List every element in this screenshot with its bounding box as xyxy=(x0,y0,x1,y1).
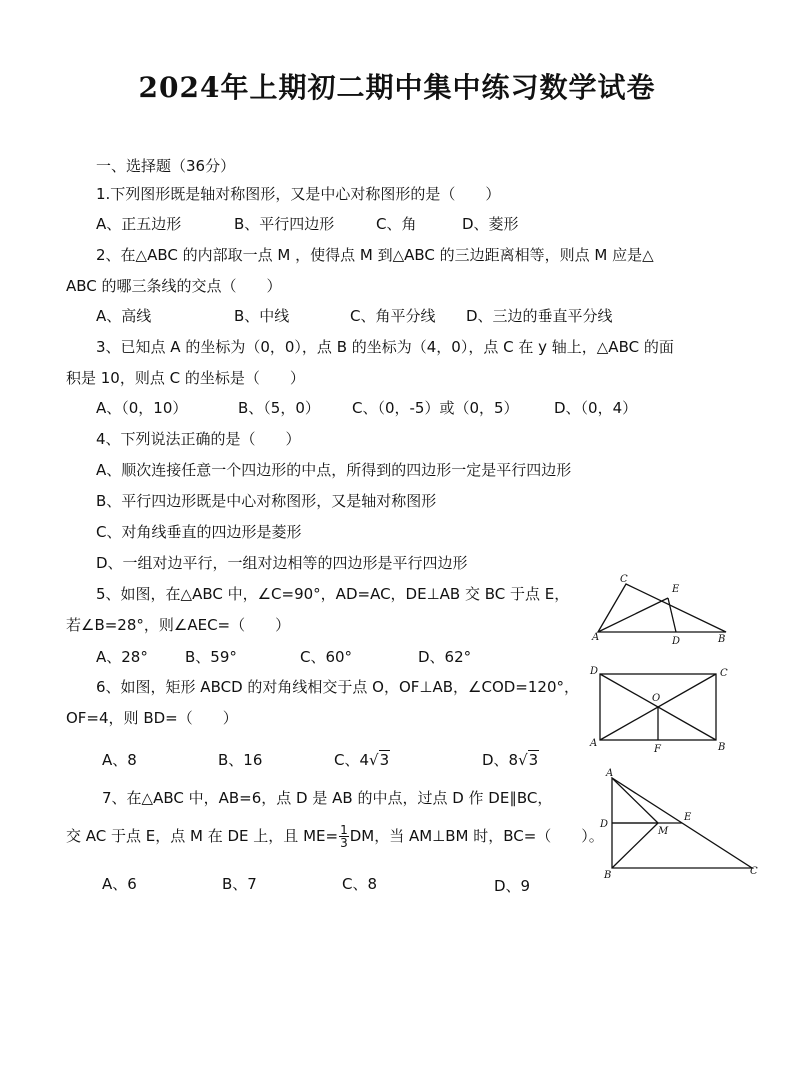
q6-label-c: C xyxy=(720,668,728,679)
q5-label-c: C xyxy=(620,574,628,585)
q4-option-b: B、平行四边形既是中心对称图形，又是轴对称图形 xyxy=(96,492,437,510)
q7-segment-am xyxy=(612,778,658,823)
q5-triangle-figure xyxy=(592,574,732,646)
q7-label-d: D xyxy=(600,819,609,830)
q4-stem: 4、下列说法正确的是（ ） xyxy=(96,430,301,448)
q6-stem-line2: OF=4，则 BD=（ ） xyxy=(66,709,238,727)
q5-stem-line2: 若∠B=28°，则∠AEC=（ ） xyxy=(66,616,291,634)
q6-option-a: A、8 xyxy=(102,751,137,769)
q5-segment-de xyxy=(668,598,676,632)
q7-label-c: C xyxy=(750,866,758,877)
q2-option-c: C、角平分线 xyxy=(350,307,436,325)
q7-label-b: B xyxy=(604,870,612,881)
sqrt-symbol: √3 xyxy=(369,751,390,769)
page-title: 2024年上期初二期中集中练习数学试卷 xyxy=(138,71,656,104)
q5-stem-line1: 5、如图，在△ABC 中，∠C=90°，AD=AC，DE⊥AB 交 BC 于点 E， xyxy=(96,585,570,603)
q6-label-a: A xyxy=(590,738,598,749)
q6-option-c: C、4√3 xyxy=(334,751,390,769)
q3-option-b: B、（5，0） xyxy=(238,399,320,417)
q1-option-d: D、菱形 xyxy=(462,215,519,233)
q6-rectangle-figure xyxy=(590,666,730,754)
q7-option-a: A、6 xyxy=(102,875,137,893)
q6-label-o: O xyxy=(652,693,661,704)
q6-stem-line1: 6、如图，矩形 ABCD 的对角线相交于点 O，OF⊥AB，∠COD=120°， xyxy=(96,678,579,696)
q1-stem: 1.下列图形既是轴对称图形，又是中心对称图形的是（ ） xyxy=(96,185,501,203)
q7-option-d: D、9 xyxy=(494,877,531,895)
q4-option-c: C、对角线垂直的四边形是菱形 xyxy=(96,523,302,541)
q5-label-a: A xyxy=(592,632,600,643)
q2-stem-line2: ABC 的哪三条线的交点（ ） xyxy=(66,277,282,295)
sqrt-symbol: √3 xyxy=(518,751,539,769)
q2-option-d: D、三边的垂直平分线 xyxy=(466,307,613,325)
q2-option-b: B、中线 xyxy=(234,307,290,325)
q7-segment-bm xyxy=(612,823,658,868)
q7-label-m: M xyxy=(658,826,669,837)
q7-stem-line2: 交 AC 于点 E，点 M 在 DE 上，且 ME= $\frac{1}{3}$ DM，当 AM⊥BM 时，BC=（ ）。 xyxy=(66,823,604,850)
q4-option-a: A、顺次连接任意一个四边形的中点，所得到的四边形一定是平行四边形 xyxy=(96,461,572,479)
q2-stem-line1: 2、在△ABC 的内部取一点 M ，使得点 M 到△ABC 的三边距离相等，则点 M 应是△ xyxy=(96,246,654,264)
q5-label-e: E xyxy=(672,584,680,595)
q7-triangle-figure xyxy=(600,770,766,880)
q5-label-b: B xyxy=(718,634,726,645)
q7-option-b: B、7 xyxy=(222,875,257,893)
q7-label-a: A xyxy=(606,768,614,779)
q6-option-d: D、8√3 xyxy=(482,751,539,769)
q4-option-d: D、一组对边平行，一组对边相等的四边形是平行四边形 xyxy=(96,554,468,572)
q6-label-d: D xyxy=(590,666,599,677)
q5-label-d: D xyxy=(672,636,681,647)
q5-option-d: D、62° xyxy=(418,648,472,666)
q1-option-a: A、正五边形 xyxy=(96,215,182,233)
q7-stem-line1: 7、在△ABC 中，AB=6，点 D 是 AB 的中点，过点 D 作 DE∥BC， xyxy=(102,789,553,807)
q6-label-f: F xyxy=(654,744,661,755)
q5-option-c: C、60° xyxy=(300,648,353,666)
q7-option-c: C、8 xyxy=(342,875,378,893)
section-heading: 一、选择题（36分） xyxy=(96,157,236,175)
fraction-one-third: $\frac{1}{3}$ xyxy=(340,823,348,850)
q6-option-b: B、16 xyxy=(218,751,263,769)
q6-label-b: B xyxy=(718,742,726,753)
q7-label-e: E xyxy=(684,812,692,823)
q3-option-c: C、（0，-5）或（0，5） xyxy=(352,399,519,417)
q1-option-b: B、平行四边形 xyxy=(234,215,335,233)
q2-option-a: A、高线 xyxy=(96,307,152,325)
q5-option-b: B、59° xyxy=(185,648,237,666)
q5-triangle-abc xyxy=(598,584,726,632)
q3-option-a: A、（0，10） xyxy=(96,399,188,417)
q3-stem-line1: 3、已知点 A 的坐标为（0，0），点 B 的坐标为（4，0），点 C 在 y 轴上，△ABC 的面 xyxy=(96,338,674,356)
q3-option-d: D、（0，4） xyxy=(554,399,638,417)
q1-option-c: C、角 xyxy=(376,215,417,233)
q3-stem-line2: 积是 10，则点 C 的坐标是（ ） xyxy=(66,369,305,387)
q5-option-a: A、28° xyxy=(96,648,148,666)
